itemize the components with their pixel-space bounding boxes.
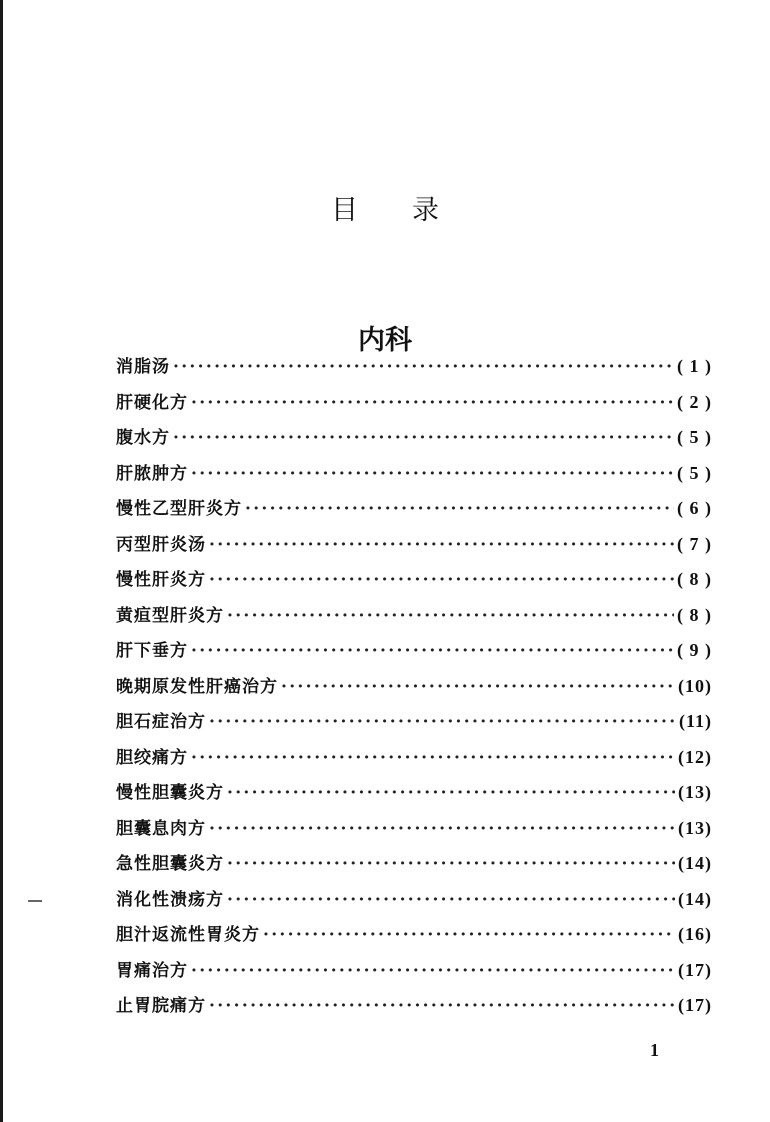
section-title: 内科 <box>358 325 412 357</box>
toc-entry-page: (16) <box>678 924 712 944</box>
toc-entry <box>116 423 712 459</box>
toc-dot-leader <box>227 783 675 803</box>
page-number: 1 <box>650 1040 659 1060</box>
toc-entry-page: ( 7 ) <box>677 533 712 554</box>
toc-entry <box>116 707 712 743</box>
toc-entry-page: ( 5 ) <box>677 427 712 447</box>
toc-entry-title: 胃痛治方 <box>116 960 188 981</box>
toc-dot-leader <box>191 748 675 768</box>
toc-dot-leader <box>227 890 675 910</box>
toc-entry <box>116 388 712 424</box>
toc-dot-leader <box>191 961 675 981</box>
toc-entry-page: ( 9 ) <box>677 640 712 660</box>
toc-entry-page: (12) <box>678 746 712 767</box>
toc-dot-leader <box>173 428 674 448</box>
toc-entry <box>116 849 712 885</box>
toc-entry-page: (13) <box>678 782 712 802</box>
toc-entry-title: 腹水方 <box>116 428 170 448</box>
table-of-contents <box>116 352 712 1027</box>
toc-dot-leader <box>209 819 675 839</box>
toc-dot-leader <box>281 677 675 697</box>
toc-entry-page: ( 2 ) <box>677 391 712 412</box>
toc-entry-title: 消化性溃疡方 <box>116 889 224 910</box>
toc-entry-title: 胆石症治方 <box>116 712 206 732</box>
toc-entry-page: ( 8 ) <box>677 569 712 589</box>
toc-entry-page: (14) <box>678 853 712 873</box>
toc-entry <box>116 601 712 637</box>
toc-entry-title: 肝脓肿方 <box>116 463 188 484</box>
toc-entry-title: 肝硬化方 <box>116 392 188 413</box>
toc-entry-title: 胆囊息肉方 <box>116 818 206 839</box>
toc-entry <box>116 636 712 672</box>
toc-entry-page: ( 5 ) <box>677 462 712 483</box>
toc-dot-leader <box>173 357 674 377</box>
toc-entry-title: 慢性肝炎方 <box>116 570 206 590</box>
toc-entry-title: 慢性乙型肝炎方 <box>116 499 242 519</box>
toc-entry-page: (14) <box>678 888 712 909</box>
toc-entry-page: ( 6 ) <box>677 498 712 518</box>
toc-dot-leader <box>209 570 674 590</box>
toc-entry <box>116 920 712 956</box>
toc-entry <box>116 565 712 601</box>
toc-entry-title: 急性胆囊炎方 <box>116 854 224 874</box>
toc-entry-title: 黄疸型肝炎方 <box>116 605 224 626</box>
toc-entry-page: (17) <box>678 995 712 1015</box>
toc-entry-title: 止胃脘痛方 <box>116 996 206 1016</box>
scan-artifact <box>28 900 42 902</box>
toc-entry <box>116 352 712 388</box>
toc-entry <box>116 814 712 850</box>
toc-entry <box>116 672 712 708</box>
toc-entry <box>116 459 712 495</box>
toc-entry-title: 慢性胆囊炎方 <box>116 783 224 803</box>
toc-dot-leader <box>245 499 674 519</box>
toc-entry <box>116 991 712 1027</box>
toc-dot-leader <box>263 925 675 945</box>
toc-entry-page: ( 1 ) <box>677 356 712 376</box>
toc-entry-page: (11) <box>679 711 712 731</box>
toc-entry-title: 晚期原发性肝癌治方 <box>116 676 278 697</box>
toc-entry-title: 胆汁返流性胃炎方 <box>116 925 260 945</box>
toc-dot-leader <box>209 712 676 732</box>
toc-entry <box>116 530 712 566</box>
toc-dot-leader <box>227 606 674 626</box>
toc-dot-leader <box>227 854 675 874</box>
page-left-edge <box>0 0 3 1122</box>
toc-entry-title: 消脂汤 <box>116 357 170 377</box>
toc-entry <box>116 956 712 992</box>
toc-dot-leader <box>209 535 674 555</box>
toc-entry-title: 肝下垂方 <box>116 641 188 661</box>
toc-entry <box>116 494 712 530</box>
toc-entry-page: ( 8 ) <box>677 604 712 625</box>
toc-entry <box>116 743 712 779</box>
toc-entry <box>116 885 712 921</box>
toc-entry <box>116 778 712 814</box>
toc-entry-page: (13) <box>678 817 712 838</box>
toc-dot-leader <box>209 996 675 1016</box>
toc-entry-page: (17) <box>678 959 712 980</box>
toc-entry-page: (10) <box>678 675 712 696</box>
toc-entry-title: 胆绞痛方 <box>116 747 188 768</box>
toc-dot-leader <box>191 641 674 661</box>
page-title: 目录 <box>331 195 493 227</box>
toc-dot-leader <box>191 393 674 413</box>
toc-entry-title: 丙型肝炎汤 <box>116 534 206 555</box>
toc-dot-leader <box>191 464 674 484</box>
